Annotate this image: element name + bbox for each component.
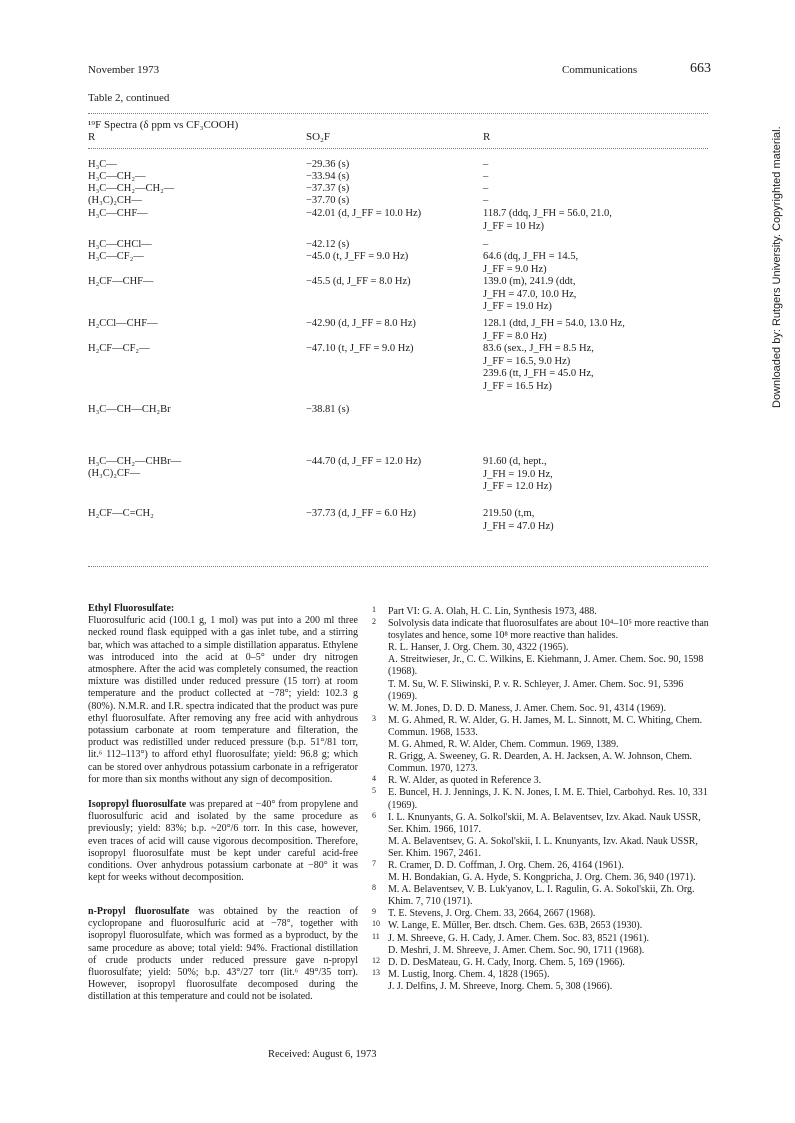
- cell-line: –: [483, 171, 489, 182]
- reference-citation: E. Buncel, H. J. Jennings, J. K. N. Jones, I. M. E. Thiel, Carbohyd. Res. 10, 331 (1969).: [388, 787, 708, 811]
- reference-number: 11: [372, 931, 380, 941]
- cell-so2f: −37.73 (d, J_FF = 6.0 Hz): [306, 508, 416, 519]
- cell-r-fluorine: [483, 276, 576, 314]
- reference-citation: R. Grigg, A. Sweeney, G. R. Dearden, A. H. Jacksen, A. W. Johnson, Chem. Commun. 1970, 1273.: [388, 751, 693, 775]
- reference-number: 2: [372, 617, 376, 627]
- cell-line: 64.6 (dq, J_FH = 14.5,: [483, 251, 579, 262]
- running-date: November 1973: [88, 64, 160, 76]
- page-number: 663: [690, 61, 711, 76]
- isopropyl-title: Isopropyl fluorosulfate: [88, 799, 187, 810]
- reference-item: [372, 920, 710, 932]
- reference-item: [372, 787, 710, 811]
- received-date: Received: August 6, 1973: [268, 1049, 377, 1060]
- cell-r-fluorine: [483, 239, 488, 252]
- reference-citation: Solvolysis data indicate that fluorosulfates are about 10⁴–10⁵ more reactive than tosylates and hence, some 10⁸ more reactive than halides.: [388, 618, 709, 642]
- cell-line: J_FH = 19.0 Hz,: [483, 468, 553, 480]
- cell-line: 83.6 (sex., J_FH = 8.5 Hz,: [483, 343, 594, 354]
- cell-r-fluorine: [483, 171, 488, 184]
- reference-citation: R. Cramer, D. D. Coffman, J. Org. Chem. 26, 4164 (1961).: [388, 859, 624, 871]
- isopropyl-text: was prepared at −40° from propylene and fluorosulfuric acid and isolated by the same procedure as previously; yield: 83%; b.p. ~20°/6 torr. In this case, however, even traces of acid will cause vigorous decomposition. Therefore, isopropyl fluorosulfate must be kept under careful acid-free conditions. Over anhydrous potassium carbonate at −80° it was kept for weeks without decomposition.: [88, 799, 359, 884]
- cell-line: –: [483, 195, 489, 206]
- reference-number: 7: [372, 858, 376, 868]
- reference-item: [372, 933, 710, 957]
- column-header-so2f: SO₂F: [306, 131, 331, 143]
- ethyl-text: Fluorosulfuric acid (100.1 g, 1 mol) was put into a 200 ml three necked round flask equipped with a gas inlet tube, and a stirring bar, which was attached to a simple distillation apparatus. Ethylene was introduced into the acid at 0–5° under dry nitrogen atmosphere. After the acid was completely consumed, the reaction mixture was distilled under reduced pressure (15 torr) at room temperature and the product collected at −78°; yield: 102.3 g (80%). N.M.R. and I.R. spectra indicated that the product was pure ethyl fluorosulfate. After removing any free acid with anhydrous potassium carbonate at room temperature and filteration, the product was redistilled under reduced pressure (b.p. 51°/81 torr, lit.⁶ 112–113°) to afford ethyl fluorosulfate; yield: 96.8 g; which can be stored over anhydrous potassium carbonate in a refrigerator for more than six months without any sign of decomposition.: [88, 615, 358, 785]
- cell-so2f: −33.94 (s): [306, 171, 350, 182]
- cell-so2f: −45.0 (t, J_FF = 9.0 Hz): [306, 251, 409, 262]
- cell-r: H₃C—CF₂—: [88, 251, 144, 262]
- cell-line: 91.60 (d, hept.,: [483, 456, 547, 467]
- reference-citation: A. Streitwieser, Jr., C. C. Wilkins, E. Kiehmann, J. Amer. Chem. Soc. 90, 1598 (1968).: [388, 654, 704, 678]
- cell-r: H₂CCl—CHF—: [88, 318, 158, 329]
- cell-line: –: [483, 159, 489, 170]
- cell-so2f: −42.90 (d, J_FF = 8.0 Hz): [306, 318, 416, 329]
- cell-so2f: −37.70 (s): [306, 195, 350, 206]
- cell-r: H₂CF—C=CH₂: [88, 508, 154, 519]
- cell-r: H₃C—CH—CH₂Br: [88, 404, 171, 415]
- reference-item: [372, 606, 710, 618]
- cell-line: J_FF = 12.0 Hz): [483, 481, 552, 492]
- reference-item: [372, 860, 710, 884]
- cell-r: (H₃C)₂CH—: [88, 195, 142, 206]
- cell-r-fluorine: [483, 251, 578, 276]
- reference-citation: J. J. Delfins, J. M. Shreeve, Inorg. Chem. 5, 308 (1966).: [388, 980, 613, 992]
- cell-so2f: −45.5 (d, J_FF = 8.0 Hz): [306, 276, 411, 287]
- table-caption: Table 2, continued: [88, 92, 170, 104]
- cell-r-fluorine: [483, 343, 594, 393]
- reference-citation: M. G. Ahmed, R. W. Alder, G. H. James, M. L. Sinnott, M. C. Whiting, Chem. Commun. 1968, 1533.: [388, 714, 703, 738]
- reference-citation: M. A. Belaventsev, V. B. Luk'yanov, L. I. Ragulin, G. A. Sokol'skii, Zh. Org. Khim. 7, 710 (1971).: [388, 884, 695, 908]
- table-top-rule: [88, 113, 708, 114]
- cell-r: H₂CF—CF₂—: [88, 343, 150, 354]
- cell-line: 128.1 (dtd, J_FH = 54.0, 13.0 Hz,: [483, 318, 625, 329]
- reference-number: 5: [372, 786, 376, 796]
- reference-citation: W. Lange, E. Müller, Ber. dtsch. Chem. Ges. 63B, 2653 (1930).: [388, 920, 643, 932]
- cell-so2f: −29.36 (s): [306, 159, 350, 170]
- cell-line: 139.0 (m), 241.9 (ddt,: [483, 276, 576, 287]
- table-header-rule: [88, 148, 708, 149]
- column-header-r2: R: [483, 131, 491, 143]
- reference-citation: R. L. Hanser, J. Org. Chem. 30, 4322 (1965).: [388, 642, 569, 654]
- reference-citation: M. H. Bondakian, G. A. Hyde, S. Kongpricha, J. Org. Chem. 36, 940 (1971).: [388, 872, 696, 884]
- reference-citation: Part VI: G. A. Olah, H. C. Lin, Synthesis 1973, 488.: [388, 606, 597, 617]
- references-list: [372, 606, 710, 993]
- cell-so2f: −47.10 (t, J_FF = 9.0 Hz): [306, 343, 414, 354]
- ethyl-paragraph: [88, 603, 358, 786]
- table-subheading: ¹⁹F Spectra (δ ppm vs CF₃COOH): [88, 119, 239, 131]
- cell-line: 219.50 (t,m,: [483, 508, 535, 519]
- reference-citation: D. Meshri, J. M. Shreeve, J. Amer. Chem. Soc. 90, 1711 (1968).: [388, 944, 645, 956]
- cell-r: H₃C—CH₂—CH₂—: [88, 183, 175, 194]
- reference-number: 8: [372, 883, 376, 893]
- reference-citation: W. M. Jones, D. D. D. Maness, J. Amer. Chem. Soc. 91, 4314 (1969).: [388, 702, 666, 714]
- cell-line: J_FF = 16.5 Hz): [483, 380, 552, 392]
- cell-r-fluorine: [483, 183, 488, 196]
- reference-citation: J. M. Shreeve, G. H. Cady, J. Amer. Chem. Soc. 83, 8521 (1961).: [388, 932, 649, 944]
- reference-item: [372, 908, 710, 920]
- cell-r: H₂CF—CHF—: [88, 276, 154, 287]
- reference-citation: D. D. DesMateau, G. H. Cady, Inorg. Chem. 5, 169 (1966).: [388, 956, 625, 968]
- ethyl-title: Ethyl Fluorosulfate:: [88, 603, 175, 614]
- cell-r-fluorine: [483, 508, 554, 533]
- reference-number: 9: [372, 907, 376, 917]
- npropyl-title: n-Propyl fluorosulfate: [88, 906, 190, 917]
- cell-so2f: −37.37 (s): [306, 183, 350, 194]
- cell-line: J_FF = 16.5, 9.0 Hz): [483, 355, 571, 367]
- npropyl-text: was obtained by the reaction of cyclopropane and fluorosulfuric acid at −78°, together with isopropyl fluorosulfate, which was formed as a byproduct, by the same procedure as above; total yield: 94%. Fractional distillation of crude products under reduced pressure gave n-propyl fluorosulfate; yield: 50%; b.p. 43°/27 torr (lit.⁶ 49°/35 torr). However, isopropyl fluorosulfate decomposed during the distillation at this temperature and could not be isolated.: [88, 906, 358, 1003]
- cell-r-line2: (H₃C)₂CF—: [88, 468, 141, 479]
- cell-line: –: [483, 183, 489, 194]
- cell-line: J_FF = 9.0 Hz): [483, 263, 547, 275]
- cell-r: H₃C—CH₂—CHBr—: [88, 456, 182, 467]
- cell-line: J_FF = 10 Hz): [483, 220, 545, 232]
- cell-line: J_FH = 47.0, 10.0 Hz,: [483, 288, 577, 300]
- reference-number: 10: [372, 919, 380, 929]
- cell-r-fluorine: [483, 195, 488, 208]
- column-header-r: R: [88, 131, 96, 143]
- cell-r: H₃C—CHCl—: [88, 239, 152, 250]
- reference-item: [372, 812, 710, 860]
- cell-r-fluorine: [483, 456, 553, 494]
- cell-line: 118.7 (ddq, J_FH = 56.0, 21.0,: [483, 208, 612, 219]
- npropyl-paragraph: [88, 906, 358, 1004]
- reference-item: [372, 957, 710, 969]
- reference-item: [372, 715, 710, 775]
- cell-so2f: −42.01 (d, J_FF = 10.0 Hz): [306, 208, 422, 219]
- cell-line: J_FH = 47.0 Hz): [483, 520, 554, 532]
- reference-citation: T. M. Su, W. F. Sliwinski, P. v. R. Schleyer, J. Amer. Chem. Soc. 91, 5396 (1969).: [388, 678, 684, 702]
- reference-number: 13: [372, 967, 380, 977]
- cell-r-fluorine: [483, 318, 625, 343]
- cell-line: J_FF = 19.0 Hz): [483, 301, 552, 312]
- cell-line: J_FF = 8.0 Hz): [483, 330, 547, 342]
- reference-citation: M. A. Belaventsev, G. A. Sokol'skii, I. L. Knunyants, Izv. Akad. Nauk USSR, Ser. Khim. 1967, 2461.: [388, 835, 698, 859]
- cell-r: H₃C—CH₂—: [88, 171, 146, 182]
- reference-citation: T. E. Stevens, J. Org. Chem. 33, 2664, 2667 (1968).: [388, 908, 596, 920]
- reference-number: 6: [372, 810, 376, 820]
- reference-item: [372, 969, 710, 993]
- reference-citation: R. W. Alder, as quoted in Reference 3.: [388, 775, 542, 787]
- reference-citation: I. L. Knunyants, G. A. Solkol'skii, M. A. Belaventsev, Izv. Akad. Nauk USSR, Ser. Khim. 1966, 1017.: [388, 811, 701, 835]
- cell-r: H₃C—CHF—: [88, 208, 148, 219]
- reference-item: [372, 618, 710, 715]
- cell-so2f: −42.12 (s): [306, 239, 350, 250]
- cell-r-fluorine: [483, 159, 488, 172]
- cell-so2f: −38.81 (s): [306, 404, 350, 415]
- reference-number: 3: [372, 713, 376, 723]
- reference-number: 12: [372, 955, 380, 965]
- reference-item: [372, 775, 710, 787]
- cell-line: –: [483, 239, 489, 250]
- reference-citation: M. Lustig, Inorg. Chem. 4, 1828 (1965).: [388, 968, 550, 980]
- reference-number: 1: [372, 605, 376, 614]
- table-bottom-rule: [88, 566, 708, 567]
- running-section: Communications: [562, 64, 638, 76]
- reference-number: 4: [372, 774, 376, 784]
- cell-line: 239.6 (tt, J_FH = 45.0 Hz,: [483, 368, 594, 379]
- reference-citation: M. G. Ahmed, R. W. Alder, Chem. Commun. 1969, 1389.: [388, 739, 619, 751]
- cell-so2f: −44.70 (d, J_FF = 12.0 Hz): [306, 456, 422, 467]
- isopropyl-paragraph: [88, 799, 358, 884]
- reference-item: [372, 884, 710, 908]
- cell-r: H₃C—: [88, 159, 117, 170]
- cell-r-fluorine: [483, 208, 612, 233]
